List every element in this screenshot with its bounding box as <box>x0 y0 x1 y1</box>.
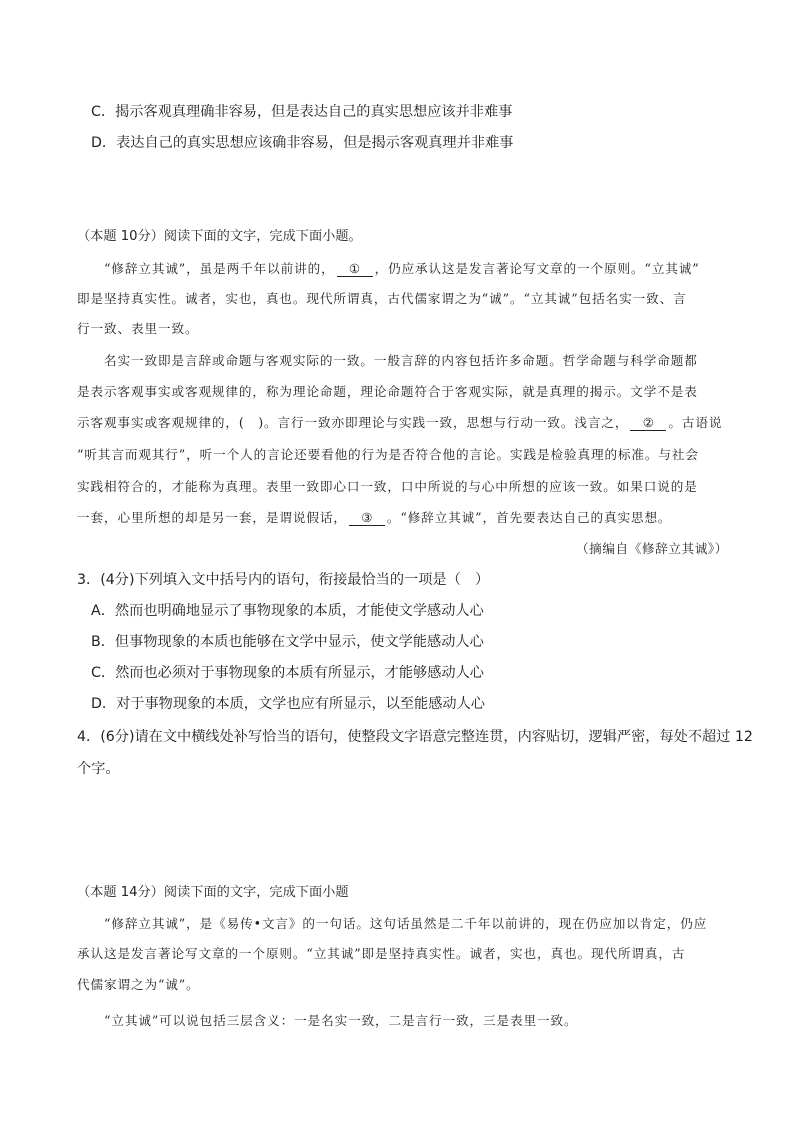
passage1-p2-line5: 实践相符合的，才能称为真理。表里一致即心口一致，口中所说的与心中所想的应该一致。如果口说的是 <box>77 479 698 494</box>
text: 。“修辞立其诚”，首先要表达自己的真实思想。 <box>386 510 672 525</box>
passage2-p1-line3: 代儒家谓之为“诚”。 <box>77 977 200 992</box>
passage2-p1-line2: 承认这是发言著论写文章的一个原则。“立其诚”即是坚持真实性。诚者，实也，真也。现代所谓真，古 <box>77 946 686 961</box>
passage1-p1-line1 <box>104 259 700 279</box>
prev-option-d: D．表达自己的真实思想应该确非容易，但是揭示客观真理并非难事 <box>91 135 514 151</box>
passage2-p2-line1: “立其诚”可以说包括三层含义：一是名实一致，二是言行一致，三是表里一致。 <box>104 1013 578 1028</box>
q3-option-d: D．对于事物现象的本质，文学也应有所显示，以至能感动人心 <box>91 696 485 712</box>
q3-option-c: C．然而也必须对于事物现象的本质有所显示，才能够感动人心 <box>91 665 484 681</box>
blank-2: ② <box>630 415 666 431</box>
text: 。古语说 <box>668 415 723 430</box>
passage1-p2-line6 <box>77 508 671 528</box>
passage1-p1-line2: 即是坚持真实性。诚者，实也，真也。现代所谓真，古代儒家谓之为“诚”。“立其诚”包括名实一致、言 <box>77 291 687 306</box>
text: “修辞立其诚”，虽是两千年以前讲的， <box>104 261 335 276</box>
q3-option-b: B．但事物现象的本质也能够在文学中显示，使文学能感动人心 <box>91 634 484 650</box>
q3-stem: 3．(4分)下列填入文中括号内的语句，衔接最恰当的一项是（ ） <box>77 572 490 588</box>
passage1-p2-line1: 名实一致即是言辞或命题与客观实际的一致。一般言辞的内容包括许多命题。哲学命题与科学命题都 <box>104 353 698 368</box>
text: ，仍应承认这是发言著论写文章的一个原则。“立其诚” <box>374 261 700 276</box>
passage1-p2-line4: “听其言而观其行”，听一个人的言论还要看他的行为是否符合他的言论。实践是检验真理的标准。与社会 <box>77 447 699 462</box>
passage1-intro: （本题 10分）阅读下面的文字，完成下面小题。 <box>77 229 362 244</box>
q4-stem-line2: 个字。 <box>77 761 120 777</box>
passage1-p2-line3 <box>77 413 722 433</box>
text: 示客观事实或客观规律的，( )。言行一致亦即理论与实践一致，思想与行动一致。浅言之， <box>77 415 629 430</box>
q4-stem-line1: 4．(6分)请在文中横线处补写恰当的语句，使整段文字语意完整连贯，内容贴切，逻辑严密，每处不超过 12 <box>77 729 753 745</box>
passage1-p2-line2: 是表示客观事实或客观规律的，称为理论命题，理论命题符合于客观实际，就是真理的揭示。文学不是表 <box>77 384 698 399</box>
blank-3: ③ <box>349 510 385 526</box>
passage1-p1-line3: 行一致、表里一致。 <box>77 321 199 336</box>
text: 一套，心里所想的却是另一套，是谓说假话， <box>77 510 347 525</box>
blank-1: ① <box>337 261 373 277</box>
passage2-intro: （本题 14分）阅读下面的文字，完成下面小题 <box>77 885 349 900</box>
passage2-p1-line1: “修辞立其诚”，是《易传•文言》的一句话。这句话虽然是二千年以前讲的，现在仍应加以肯定，仍应 <box>104 916 708 931</box>
passage1-source: （摘编自《修辞立其诚》） <box>575 541 728 556</box>
q3-option-a: A．然而也明确地显示了事物现象的本质，才能使文学感动人心 <box>91 603 484 619</box>
prev-option-c: C．揭示客观真理确非容易，但是表达自己的真实思想应该并非难事 <box>91 104 513 120</box>
